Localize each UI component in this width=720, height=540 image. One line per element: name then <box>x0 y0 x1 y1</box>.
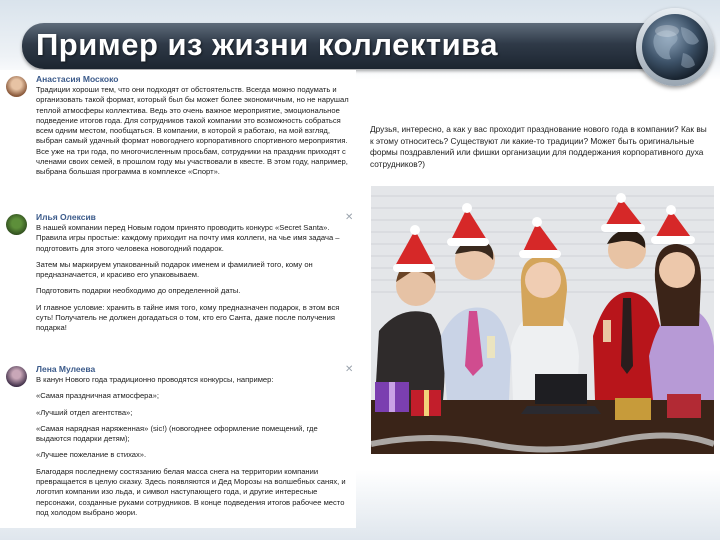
comment-paragraph: Благодаря последнему состязанию белая масса снега на территории компании превращается в целую сказку. Здесь появляются и Дед Морозы на волшебных санях, и логотип компании изо льда, и символ наступающего года, и другие интересные персонажи, созданные руками сотрудников. В конце подведения итогов рабочее место под холодом выбрано жюри. <box>36 466 346 517</box>
avatar <box>6 76 27 97</box>
comment-paragraph: Затем мы маркируем упакованный подарок именем и фамилией того, кому он предназначается, и красиво его упаковываем. <box>36 259 313 280</box>
globe-icon <box>636 8 714 86</box>
avatar <box>6 366 27 387</box>
comment-author[interactable]: Лена Мулеева <box>36 364 96 374</box>
comment-paragraph: «Самая нарядная наряженная» (sic!) (новогоднее оформление помещений, где выдаются подарки детям); <box>36 423 318 444</box>
comment <box>0 72 356 208</box>
party-photo <box>371 186 714 454</box>
close-icon[interactable]: ✕ <box>345 364 354 375</box>
comment-text <box>36 223 352 340</box>
slide-title: Пример из жизни коллектива <box>36 27 499 62</box>
comment-paragraph: «Лучшее пожелание в стихах». <box>36 450 147 460</box>
comment-text <box>36 375 352 524</box>
comment-paragraph: «Самая праздничная атмосфера»; <box>36 391 159 401</box>
close-icon[interactable]: ✕ <box>345 212 354 223</box>
comment-text <box>36 85 352 184</box>
comment-paragraph: Традиции хороши тем, что они подходят от обстоятельств. Всегда можно подумать и организовать такой формат, который был бы может более экономичным, но не нарушал теплой атмосферы коллектива. Ведь это очень важное мероприятие, эмоциональное подведение итогов года. Для сотрудников такой компании это возможность собраться всем одним местом, пообщаться. В компании, в которой я работаю, на мой взгляд, выбран самый удачный формат новогоднего корпоративного спортивного мероприятия. Все уже на три года, по многочисленным просьбам, сотрудники на праздник приходят с членами своих семей, в прошлом году мы участвовали в квесте. В этом году, например, выбрана большая программа в комплексе «Спорт». <box>36 85 349 177</box>
comment-paragraph: Подготовить подарки необходимо до определенной даты. <box>36 286 241 296</box>
comment-paragraph: В канун Нового года традиционно проводятся конкурсы, например: <box>36 375 274 384</box>
comment-paragraph: «Лучший отдел агентства»; <box>36 407 133 417</box>
comment-author[interactable]: Анастасия Москоко <box>36 74 119 84</box>
comment-paragraph: В нашей компании перед Новым годом принято проводить конкурс «Secret Santa». Правила игры простые: каждому приходит на почту имя коллеги, на чье имя задача – подготовить для этого человека новогодний подарок. <box>36 223 340 253</box>
comment-paragraph: И главное условие: хранить в тайне имя того, кому предназначен подарок, в этом вся суть! Получатель не должен догадаться о том, кто его Санта, даже после получения подарка! <box>36 302 340 333</box>
avatar <box>6 214 27 235</box>
comment <box>0 210 356 360</box>
comment <box>0 362 356 528</box>
comments-panel <box>0 70 356 528</box>
comment-author[interactable]: Илья Олексив <box>36 212 96 222</box>
question-text: Друзья, интересно, а как у вас проходит празднование нового года в компании? Как вы к этому относитесь? Существуют ли какие-то традиции? Может быть оригинальные формы поздравлений или фишки организации для поддержания корпоративного духа сотрудников?) <box>370 124 707 169</box>
